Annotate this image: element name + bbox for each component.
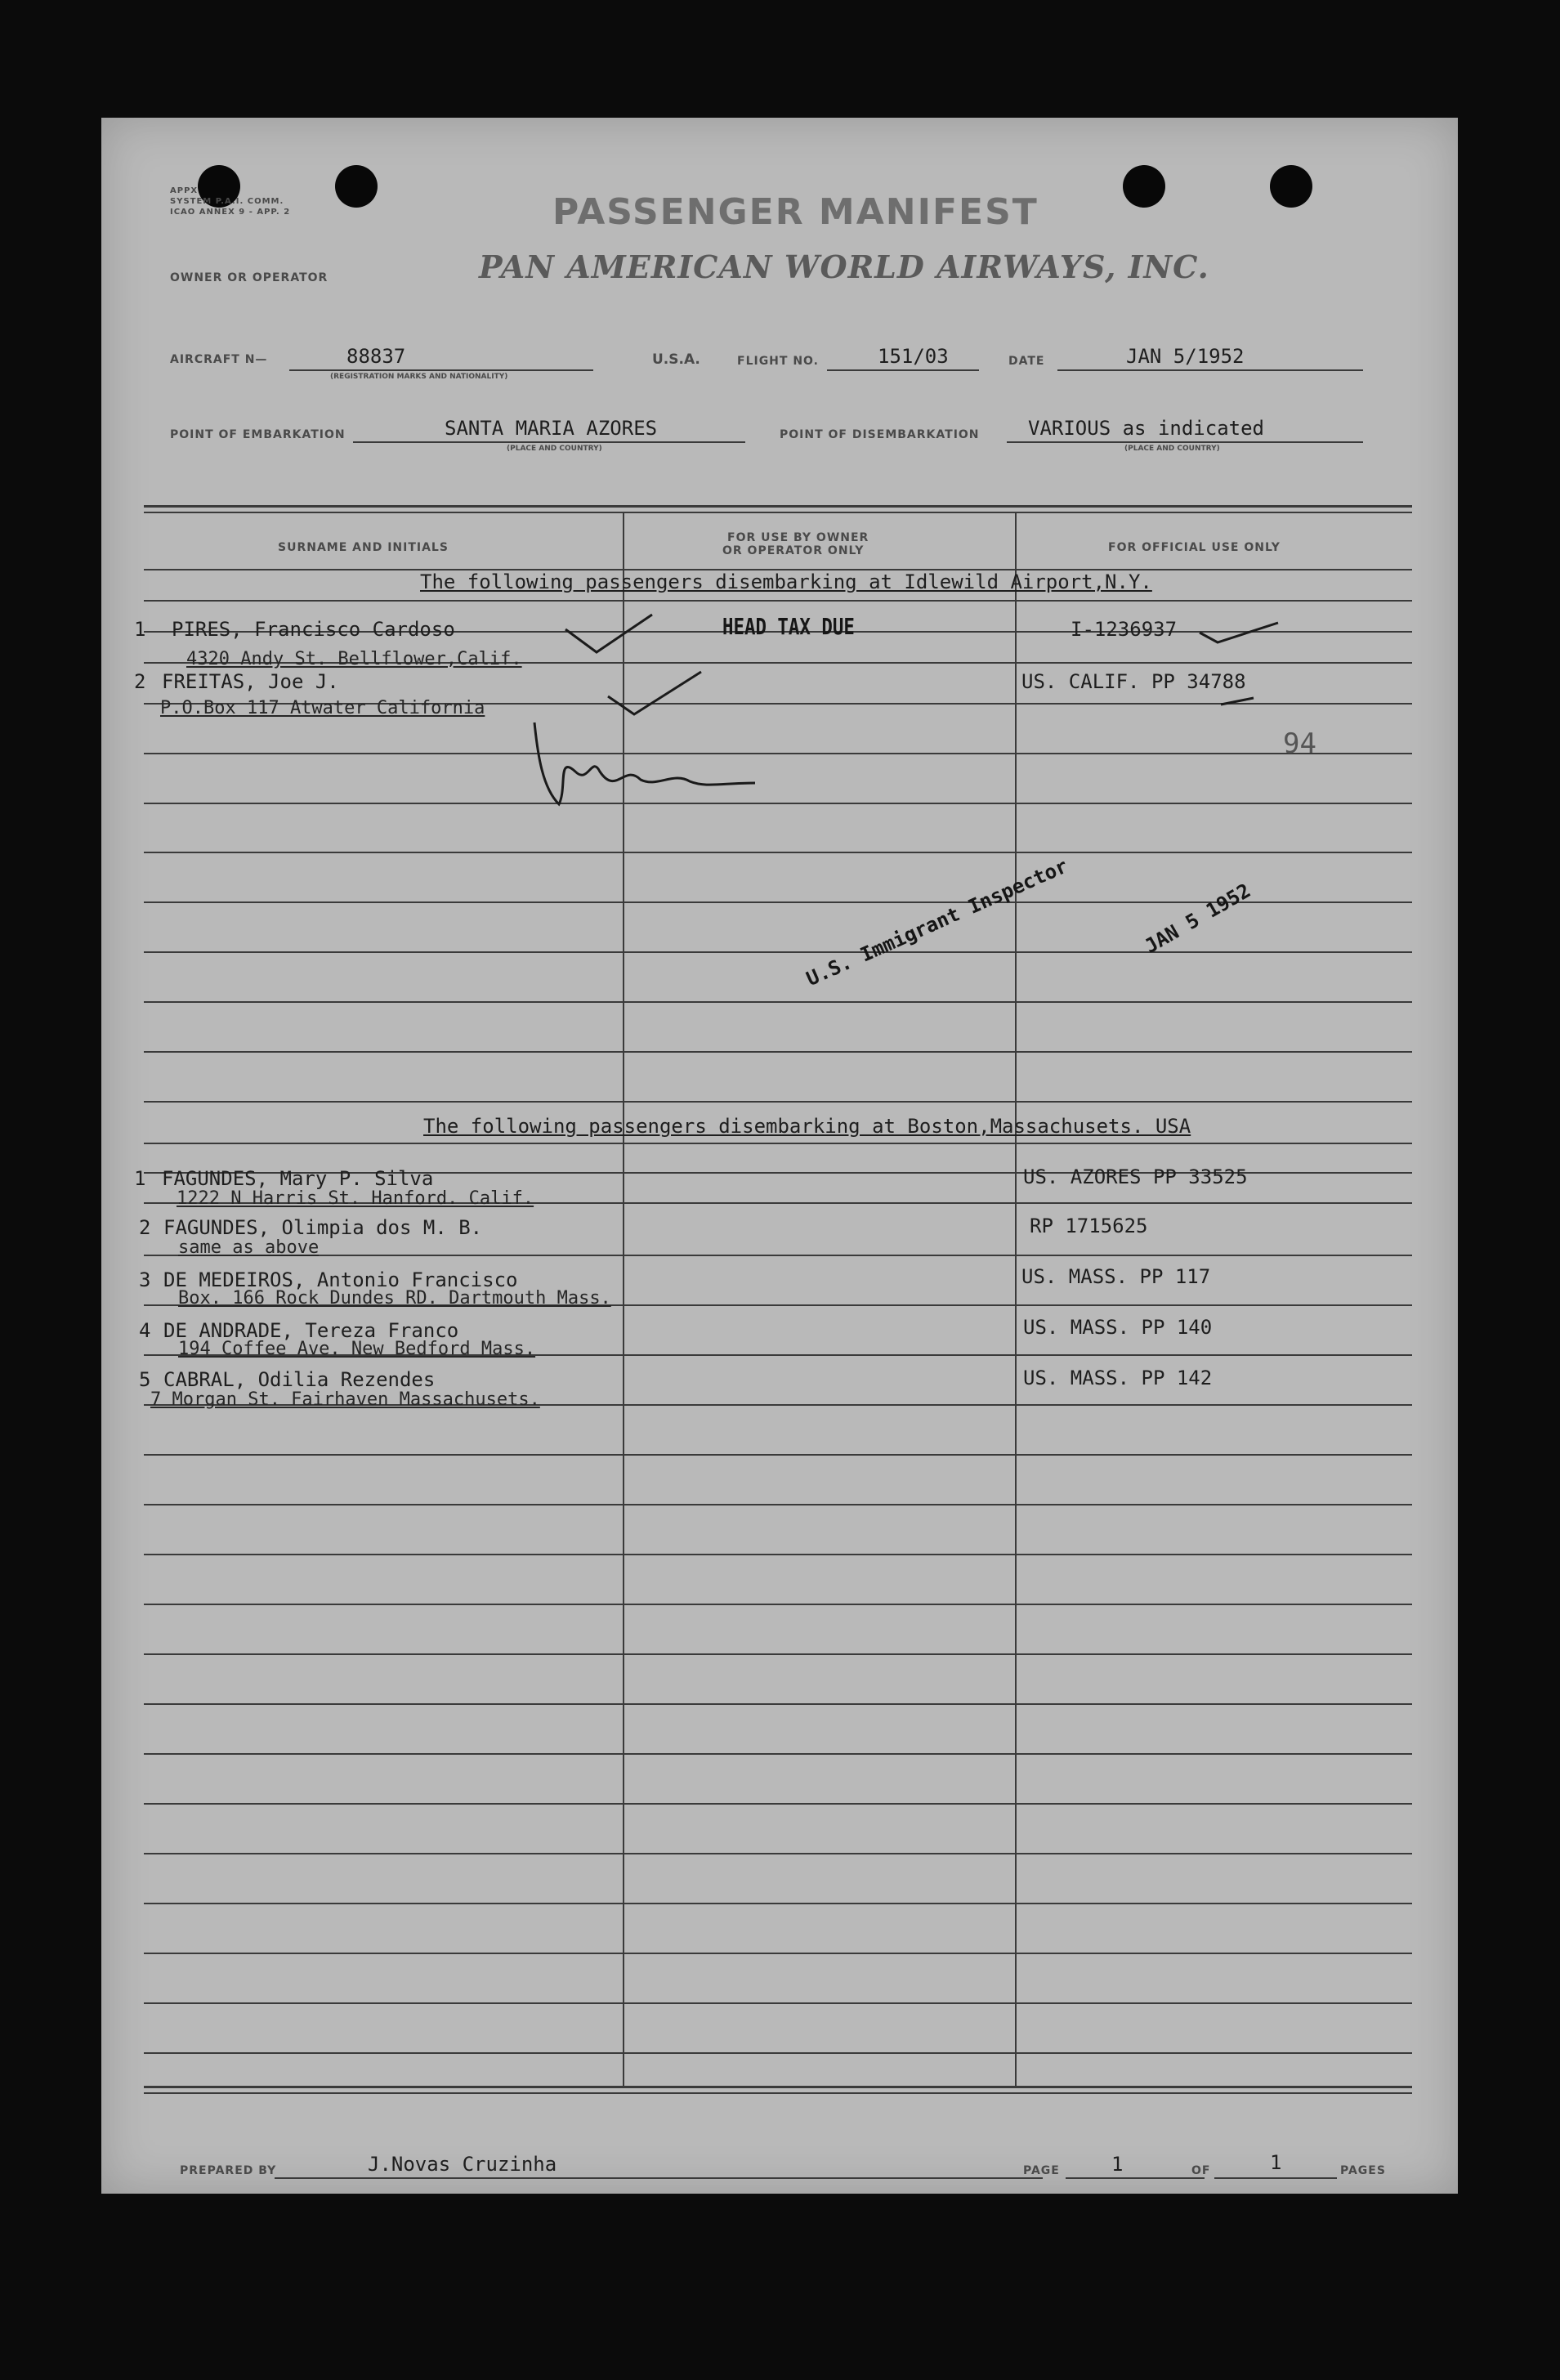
disembarkation-point: VARIOUS as indicated <box>1028 417 1264 440</box>
embarkation-point: SANTA MARIA AZORES <box>445 417 658 440</box>
operator-name: PAN AMERICAN WORLD AIRWAYS, INC. <box>479 248 1209 285</box>
flight-date: JAN 5/1952 <box>1126 345 1245 368</box>
passenger-address: same as above <box>178 1237 320 1258</box>
passenger-number: 2 <box>134 670 146 693</box>
passenger-address: Box. 166 Rock Dundes RD. Dartmouth Mass. <box>178 1288 611 1309</box>
passenger-official-entry: RP 1715625 <box>1030 1215 1148 1237</box>
form-reference-line: ICAO ANNEX 9 - APP. 2 <box>170 208 291 217</box>
passenger-number: 3 <box>139 1268 151 1291</box>
passenger-official-entry: US. CALIF. PP 34788 <box>1021 670 1246 693</box>
column-header-owner-use: FOR USE BY OWNER <box>727 531 869 544</box>
head-tax-stamp: HEAD TAX DUE <box>722 613 855 640</box>
check-marks <box>1196 608 1294 722</box>
passenger-name: PIRES, Francisco Cardoso <box>172 618 455 641</box>
disembarkation-sublabel: (PLACE AND COUNTRY) <box>1124 445 1220 453</box>
owner-label: OWNER OR OPERATOR <box>170 271 329 284</box>
passenger-address: 7 Morgan St. Fairhaven Massachusets. <box>150 1389 540 1410</box>
punch-hole <box>1123 165 1165 208</box>
passenger-name: CABRAL, Odilia Rezendes <box>163 1368 436 1391</box>
punch-hole <box>335 165 378 208</box>
passenger-name: DE MEDEIROS, Antonio Francisco <box>163 1268 518 1291</box>
flight-number: 151/03 <box>878 345 949 368</box>
page-label: PAGE <box>1023 2164 1060 2177</box>
passenger-name: FAGUNDES, Mary P. Silva <box>162 1167 434 1190</box>
inspector-signature <box>510 706 771 821</box>
passenger-number: 2 <box>139 1216 151 1239</box>
country-label: U.S.A. <box>652 351 700 368</box>
form-title: PASSENGER MANIFEST <box>552 191 1039 233</box>
page-number: 1 <box>1111 2153 1124 2176</box>
passenger-address: 1222 N Harris St. Hanford. Calif. <box>177 1188 534 1209</box>
passenger-address: P.O.Box 117 Atwater California <box>160 698 485 718</box>
form-reference-line: SYSTEM P.A.I. COMM. <box>170 197 284 206</box>
immigration-stamp-date: JAN 5 1952 <box>1141 879 1255 958</box>
aircraft-sublabel: (REGISTRATION MARKS AND NATIONALITY) <box>330 373 508 381</box>
passenger-address: 194 Coffee Ave. New Bedford Mass. <box>178 1339 536 1359</box>
form-reference-line: APPX <box>170 186 199 195</box>
pages-label: PAGES <box>1340 2164 1386 2177</box>
section-heading-boston: The following passengers disembarking at Boston,Massachusets. USA <box>423 1115 1191 1138</box>
column-header-surname: SURNAME AND INITIALS <box>278 541 449 554</box>
passenger-official-entry: US. MASS. PP 117 <box>1021 1265 1211 1288</box>
passenger-number: 4 <box>139 1319 151 1342</box>
date-label: DATE <box>1008 355 1045 368</box>
disembarkation-label: POINT OF DISEMBARKATION <box>780 428 980 441</box>
embarkation-sublabel: (PLACE AND COUNTRY) <box>507 445 602 453</box>
column-header-owner-use: OR OPERATOR ONLY <box>722 544 865 557</box>
page-total: 1 <box>1270 2151 1282 2174</box>
passenger-number: 1 <box>134 618 146 641</box>
passenger-address: 4320 Andy St. Bellflower,Calif. <box>186 649 522 669</box>
passenger-name: DE ANDRADE, Tereza Franco <box>163 1319 459 1342</box>
check-marks <box>559 600 771 722</box>
passenger-official-entry: US. AZORES PP 33525 <box>1023 1165 1248 1188</box>
column-header-official-use: FOR OFFICIAL USE ONLY <box>1108 541 1281 554</box>
punch-hole <box>1270 165 1312 208</box>
manifest-sheet <box>101 118 1458 2194</box>
passenger-number: 1 <box>134 1167 146 1190</box>
prepared-by-name: J.Novas Cruzinha <box>368 2153 557 2176</box>
prepared-by-label: PREPARED BY <box>180 2164 277 2177</box>
embarkation-label: POINT OF EMBARKATION <box>170 428 346 441</box>
aircraft-number: 88837 <box>346 345 406 368</box>
flight-label: FLIGHT NO. <box>737 355 819 368</box>
immigration-stamp: U.S. Immigrant Inspector <box>802 854 1071 991</box>
passenger-official-entry: US. MASS. PP 142 <box>1023 1367 1213 1389</box>
passenger-official-entry: US. MASS. PP 140 <box>1023 1316 1213 1339</box>
passenger-official-entry: I-1236937 <box>1071 618 1178 641</box>
of-label: OF <box>1191 2164 1211 2177</box>
passenger-name: FAGUNDES, Olimpia dos M. B. <box>163 1216 483 1239</box>
passenger-name: FREITAS, Joe J. <box>162 670 339 693</box>
passenger-number: 5 <box>139 1368 151 1391</box>
aircraft-label: AIRCRAFT N— <box>170 353 268 366</box>
section-heading-idlewild: The following passengers disembarking at Idlewild Airport,N.Y. <box>420 570 1152 593</box>
manifest-page-number: 94 <box>1283 727 1316 760</box>
